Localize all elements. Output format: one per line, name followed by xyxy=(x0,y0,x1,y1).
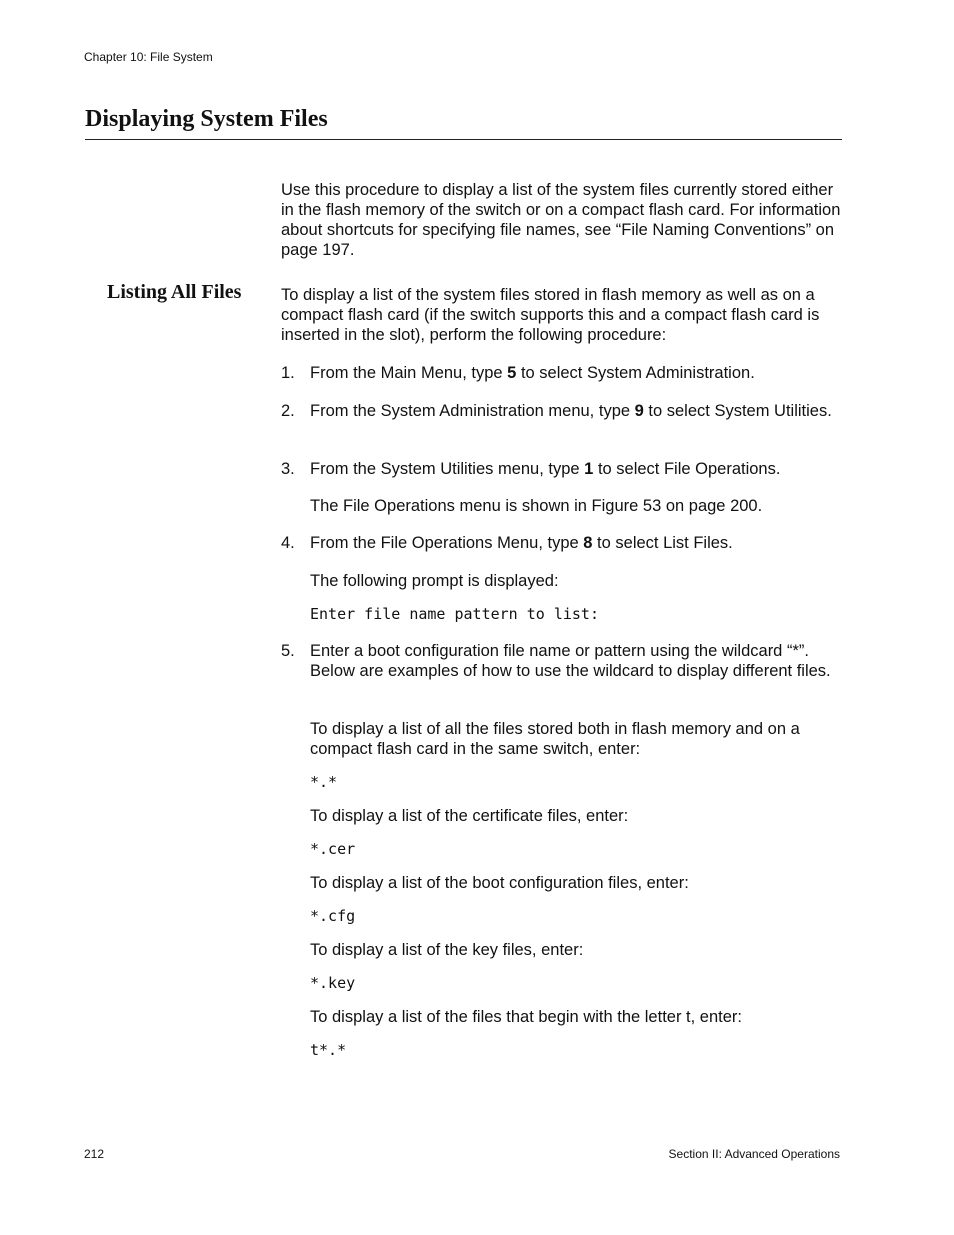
cert-files-note: To display a list of the certificate files, enter: xyxy=(310,807,629,825)
intro-paragraph: Use this procedure to display a list of the system files currently stored either in the flash memory of the switch or on a compact flash card. For information about shortcuts for specifying file names, see “File Naming Conventions” on page 197. xyxy=(281,181,841,259)
footer-section: Section II: Advanced Operations xyxy=(668,1147,840,1161)
cfg-files-code: *.cfg xyxy=(310,907,356,925)
subsection-title: Listing All Files xyxy=(107,281,242,303)
page-number: 212 xyxy=(84,1147,105,1161)
step-number: 1. xyxy=(281,364,295,382)
prompt-code: Enter file name pattern to list: xyxy=(310,605,599,623)
key-files-note: To display a list of the key files, enter: xyxy=(310,941,584,959)
step-3-note: The File Operations menu is shown in Figure 53 on page 200. xyxy=(310,497,763,515)
key-files-code: *.key xyxy=(310,974,356,992)
step-number: 4. xyxy=(281,534,295,552)
title-rule xyxy=(85,139,842,140)
t-files-code: t*.* xyxy=(310,1041,347,1059)
step-text: From the System Utilities menu, type 1 to select File Operations. xyxy=(310,460,781,478)
menu-key: 5 xyxy=(507,364,517,382)
step-text: From the File Operations Menu, type 8 to select List Files. xyxy=(310,534,733,552)
step-text: From the Main Menu, type 5 to select System Administration. xyxy=(310,364,755,382)
menu-key: 1 xyxy=(584,460,594,478)
cert-files-code: *.cer xyxy=(310,840,356,858)
subsection-intro: To display a list of the system files stored in flash memory as well as on a compact flash card (if the switch supports this and a compact flash card is inserted in the slot), perform the following procedure: xyxy=(281,286,820,344)
step-text: Enter a boot configuration file name or pattern using the wildcard “*”. Below are examples of how to use the wildcard to display different files. xyxy=(310,642,831,680)
step-number: 2. xyxy=(281,402,295,420)
menu-key: 8 xyxy=(583,534,593,552)
section-title: Displaying System Files xyxy=(85,106,328,132)
prompt-intro: The following prompt is displayed: xyxy=(310,572,559,590)
t-files-note: To display a list of the files that begin with the letter t, enter: xyxy=(310,1008,742,1026)
step-number: 3. xyxy=(281,460,295,478)
step-text: From the System Administration menu, type 9 to select System Utilities. xyxy=(310,402,832,420)
all-files-code: *.* xyxy=(310,773,338,791)
running-header: Chapter 10: File System xyxy=(84,50,213,64)
cfg-files-note: To display a list of the boot configuration files, enter: xyxy=(310,874,689,892)
step-number: 5. xyxy=(281,642,295,660)
all-files-note: To display a list of all the files stored both in flash memory and on a compact flash card in the same switch, enter: xyxy=(310,720,800,758)
menu-key: 9 xyxy=(634,402,644,420)
